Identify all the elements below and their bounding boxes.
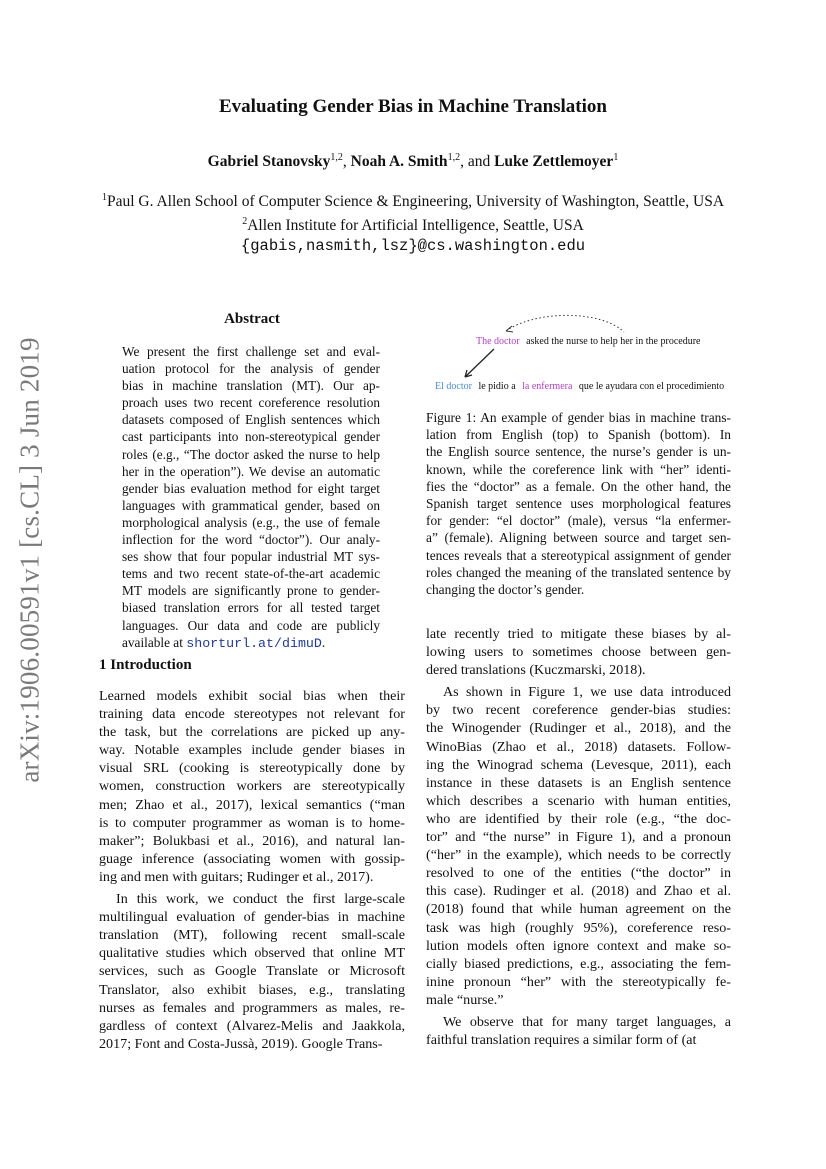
abstract-line: inflection for the word “doctor”). Our analy- [122,532,380,548]
abstract-line: languages. Our data and code are publicly [122,617,380,633]
body-line: guage inference (associating women with gossip- [99,850,405,867]
body-line: WinoBias (Zhao et al., 2018) datasets. Follow- [426,738,731,755]
body-line: lowing users to sometimes choose between gen- [426,644,731,661]
author-name: Luke Zettlemoyer [494,153,614,171]
source-sentence [476,336,701,347]
abstract-line: We present the first challenge set and eval- [122,344,380,359]
body-line: training data encode stereotypes not relevant for [99,706,405,723]
author-affil-mark: 1,2 [330,152,343,163]
caption-line: fies the “doctor” as a female. On the other hand, the [426,478,731,494]
caption-line: roles changed the meaning of the translated sentence by [426,564,731,580]
body-line: As shown in Figure 1, we use data introduced [443,684,731,701]
affil-mark: 1 [101,192,107,203]
affiliations [0,188,826,256]
author-sep: , [342,153,351,171]
body-line: by two recent coreference gender-bias studies: [426,702,731,719]
target-middle: le pidio a [478,381,516,392]
caption-line: a” (female). Aligning between source and target sen- [426,530,731,546]
author-list [0,152,826,171]
abstract-line: tems and two recent state-of-the-art academic [122,566,380,582]
body-line: male “nurse.” [426,991,504,1008]
body-line: task was high (roughly 95%), coreference reso- [426,919,731,936]
body-line: dered translations (Kuczmarski, 2018). [426,662,646,679]
abstract-line: available at shorturl.at/dimuD. [122,634,326,651]
abstract-line: biased translation errors for all tested target [122,600,380,616]
affil-mark: 2 [242,216,248,228]
abstract-line: MT models are significantly prone to gender- [122,583,380,599]
body-line: which describes a scenario with human entities, [426,792,731,809]
arxiv-stamp [10,337,50,783]
abstract-line: cast participants into non-stereotypical gender [122,429,380,445]
coref-arrow [506,315,624,332]
abstract-line: gender bias evaluation method for eight target [122,480,380,496]
body-line: the Winogender (Rudinger et al., 2018), and the [426,720,731,737]
body-line: men; Zhao et al., 2017), lexical semantics (“man [99,796,405,813]
body-line: translation (MT), following recent small-scale [99,927,405,944]
caption-line: Figure 1: An example of gender bias in machine trans- [426,410,731,425]
target-entity-doctor: El doctor [435,381,472,392]
body-line: the task, but the correlations are picked up any- [99,724,405,741]
body-line: services, such as Google Translate or Microsoft [99,963,405,980]
body-line: Learned models exhibit social bias when their [99,688,405,704]
target-rest: que le ayudara con el procedimiento [578,381,725,392]
caption-line: the English source sentence, the nurse’s gender is un- [426,444,731,460]
abstract-line: languages with grammatical gender, based on [122,497,380,513]
abstract-line: bias in machine translation (MT). Our ap- [122,378,380,394]
body-line: tor” and “the nurse” in Figure 1), and a pronoun [426,829,731,846]
caption-line: lation from English (top) to Spanish (bottom). In [426,427,731,443]
body-line: resolved to one of the entities (“the doctor” in [426,865,731,882]
affiliation-text: Paul G. Allen School of Computer Science & Engineering, University of Washington, Seattle, USA [106,193,725,211]
figure-caption [426,409,731,598]
abstract-link[interactable]: shorturl.at/dimuD [186,635,322,651]
body-line: inine pronoun “her” with the stereotypically fe- [426,973,731,990]
source-entity: The doctor [476,336,520,347]
caption-line: known, while the coreference link with “her” identi- [426,461,731,477]
body-line: We observe that for many target languages, a [443,1013,731,1030]
section-heading: 1 Introduction [99,657,192,673]
body-line: visual SRL (cooking is stereotypically done by [99,760,405,777]
body-line: faithful translation requires a similar form of (at [426,1032,697,1049]
caption-line: for gender: “el doctor” (male), versus “la enfermer- [426,513,731,529]
body-line: (2018) found that while human agreement on the [426,901,731,918]
body-line: maker”; Bolukbasi et al., 2016), and natural lan- [99,832,405,849]
abstract-line: uation protocol for the analysis of gender [122,361,380,377]
author-name: Gabriel Stanovsky [207,153,331,171]
body-line: 2017; Font and Costa-Jussà, 2019). Google Trans- [99,1035,383,1052]
body-line: cially biased predictions, e.g., associating the fem- [426,955,731,972]
intro-right-column [426,625,731,1049]
abstract-line: morphological analysis (e.g., the use of female [122,514,380,530]
caption-line: changing the doctor’s gender. [426,582,585,598]
body-line: is to computer programmer as woman is to home- [99,814,405,831]
body-line: nurses as females and programmers as males, re- [99,999,405,1016]
author-affil-mark: 1,2 [447,152,461,163]
body-line: women, construction workers are stereotypically [99,778,405,795]
email-address[interactable]: {gabis,nasmith,lsz}@cs.washington.edu [240,237,586,256]
author-name: Noah A. Smith [350,153,448,171]
body-line: way. Notable examples include gender biases in [99,742,405,759]
body-line: lution models often ignore context and make so- [426,937,731,954]
affiliation-line [0,212,826,236]
target-entity-nurse: la enfermera [522,381,573,392]
arxiv-id: arXiv:1906.00591v1 [cs.CL] 3 Jun 2019 [14,337,45,783]
abstract-line: her in the operation”). We devise an automatic [122,463,380,479]
body-line: ing and men with guitars; Rudinger et al., 2017). [99,868,374,885]
caption-line: tences reveals that a stereotypical assignment of gender [426,547,731,563]
figure-1 [426,305,731,400]
abstract-heading: Abstract [224,311,280,327]
body-line: who are identified by their role (e.g., “the doc- [426,810,731,827]
body-line: gardless of context (Alvarez-Melis and Jaakkola, [99,1017,405,1034]
body-line: Translator, also exhibit biases, e.g., translating [99,981,405,998]
alignment-arrow [465,349,494,377]
abstract-line: datasets composed of English sentences which [122,412,380,428]
body-line: this case). Rudinger et al. (2018) and Zhao et al. [426,883,731,900]
affiliation-text: Allen Institute for Artificial Intelligence, Seattle, USA [247,217,584,235]
abstract-line: roles (e.g., “The doctor asked the nurse to help [122,446,380,462]
abstract-line: proach uses two recent coreference resolution [122,395,380,411]
body-line: In this work, we conduct the first large-scale [116,891,405,908]
body-line: (“her” in the example), which needs to be correctly [426,847,731,864]
body-line: qualitative studies which observed that online MT [99,945,405,962]
caption-line: Spanish target sentence uses morphological features [426,496,731,512]
target-sentence [435,381,724,392]
author-affil-mark: 1 [613,152,619,163]
figure-1-diagram [426,305,731,400]
body-line: late recently tried to mitigate these biases by al- [426,626,731,642]
source-rest: asked the nurse to help her in the procedure [526,336,701,347]
abstract-body [122,343,380,652]
intro-left-column [99,687,405,1053]
body-line: instance in these datasets is an English sentence [426,774,731,791]
body-line: ing the Winograd schema (Levesque, 2011), each [426,756,731,773]
abstract-line: ses show that four popular industrial MT sys- [122,549,380,565]
author-sep: , and [460,153,495,171]
affiliation-line [0,188,826,212]
paper-title: Evaluating Gender Bias in Machine Translation [219,96,607,117]
body-line: multilingual evaluation of gender-bias in machine [99,909,405,926]
